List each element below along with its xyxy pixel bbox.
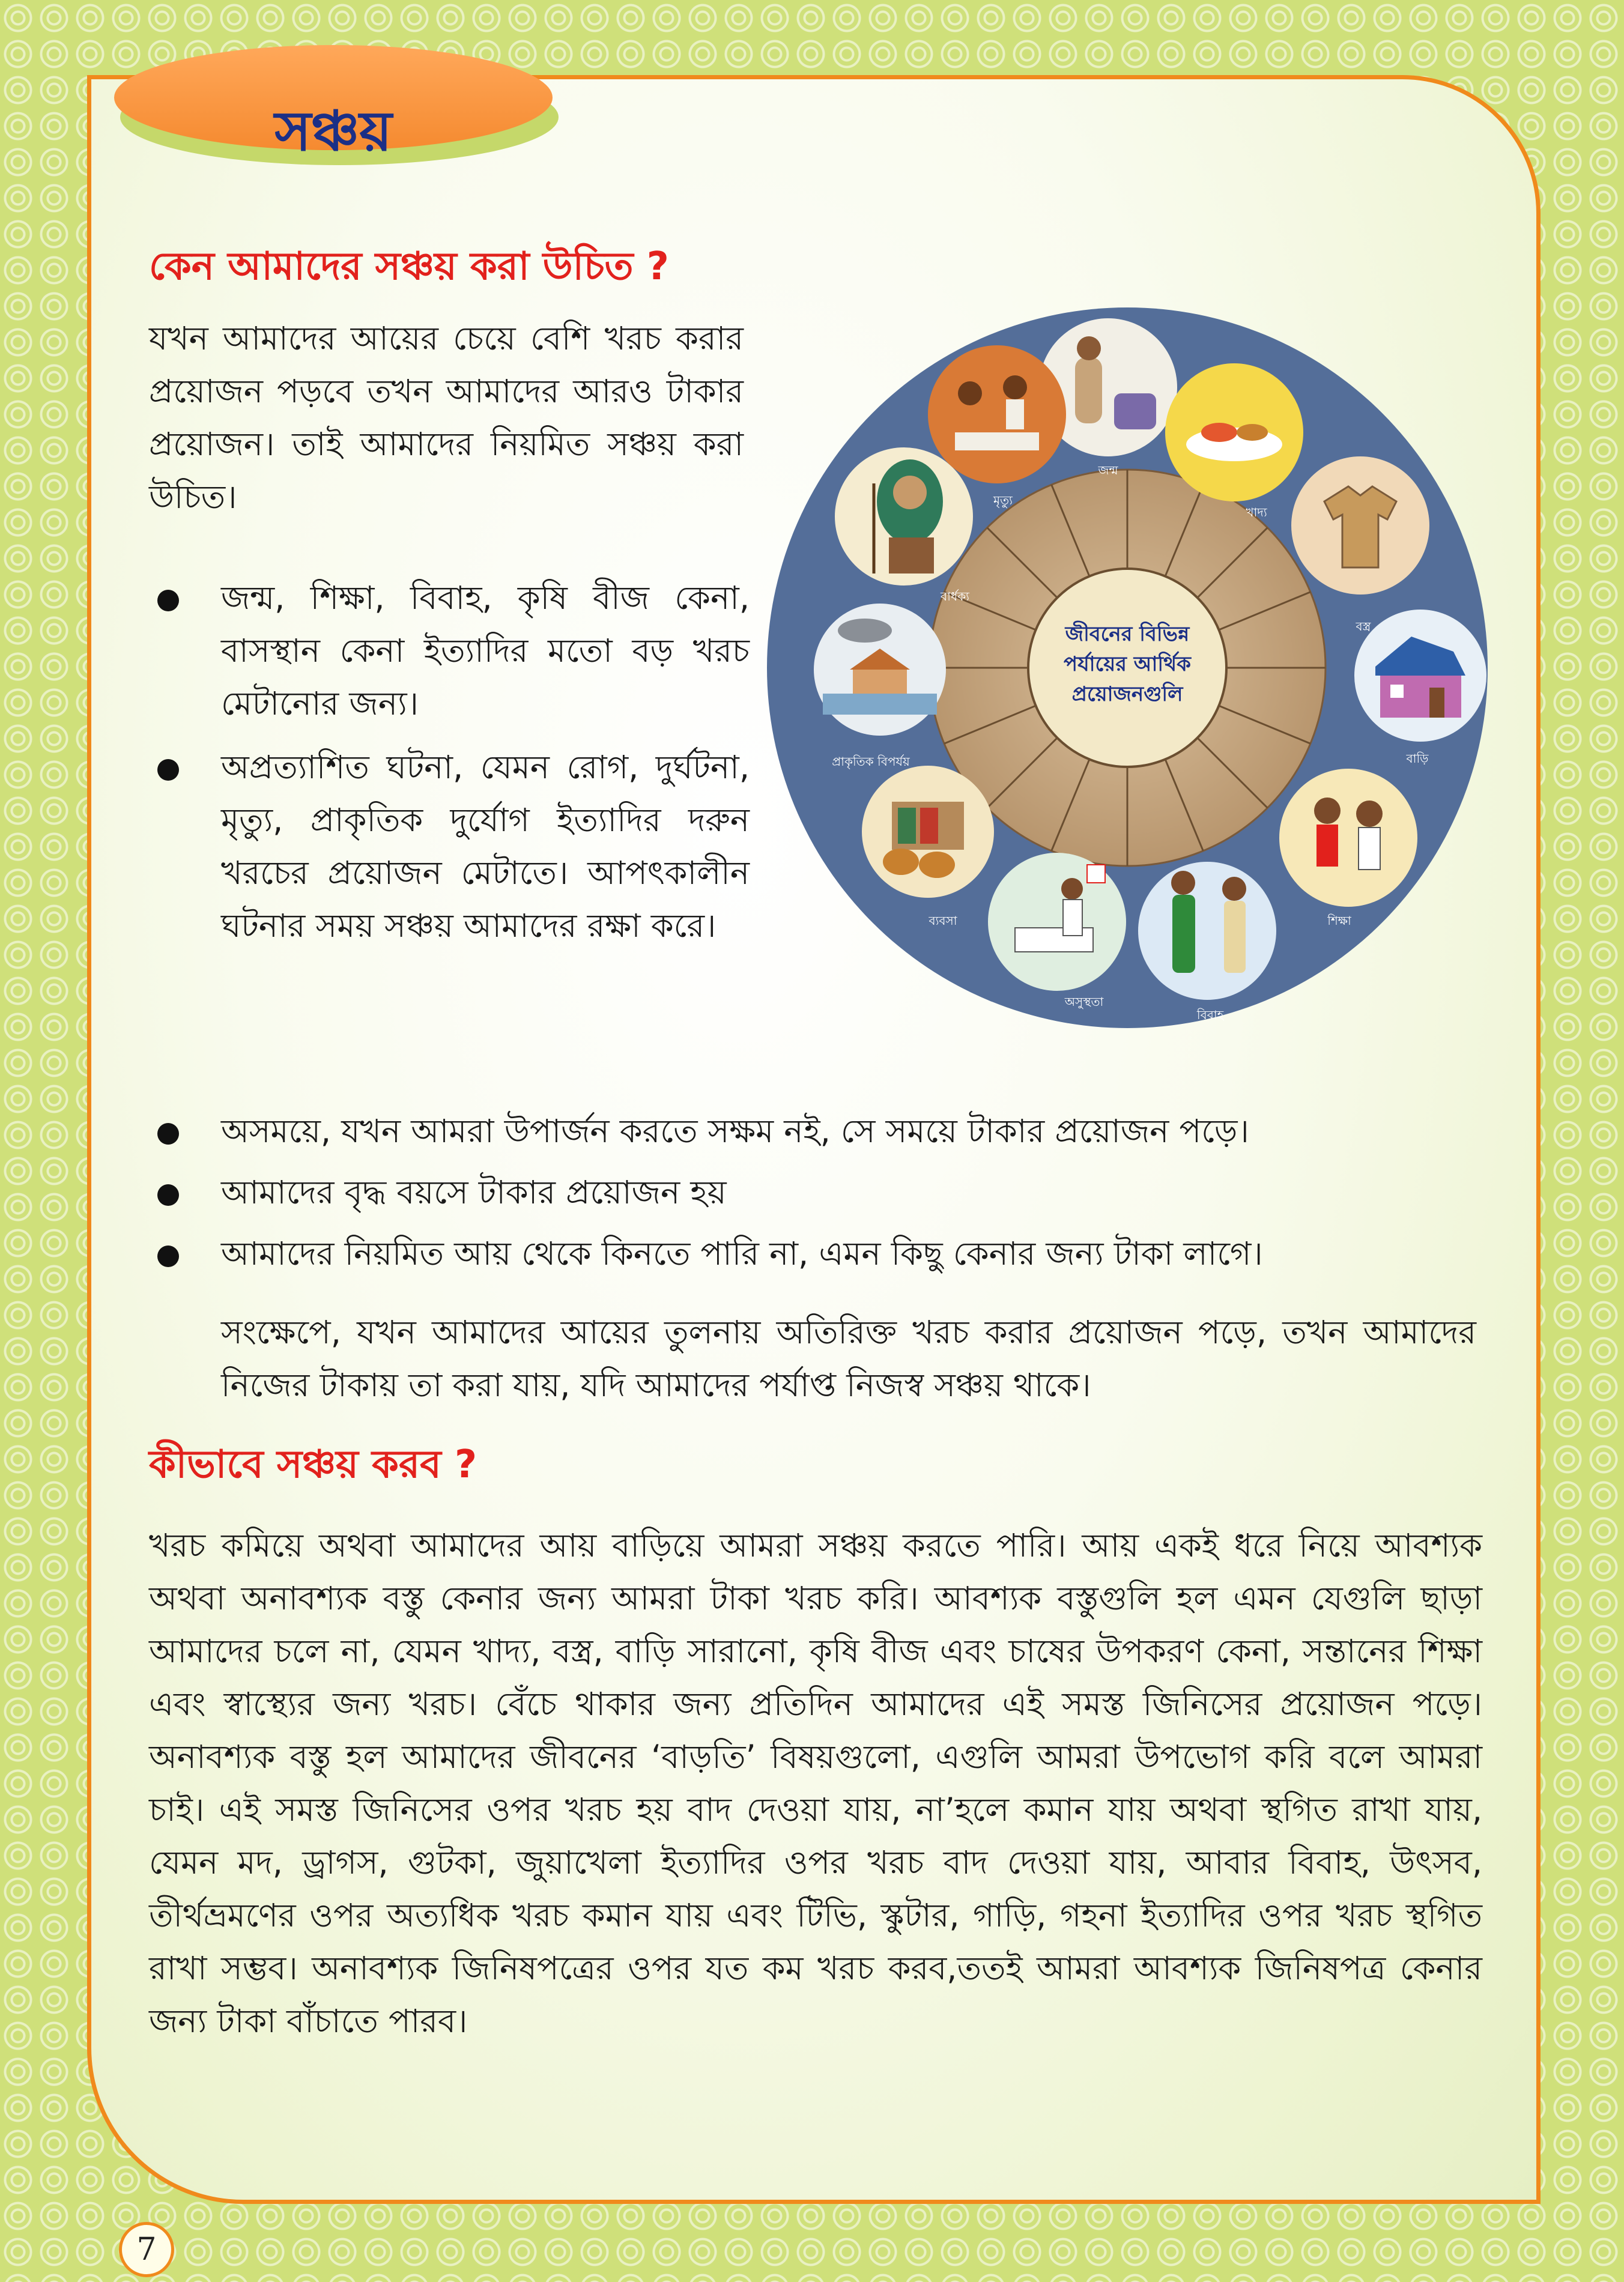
section-heading-how-save: কীভাবে সঞ্চয় করব ? bbox=[149, 1442, 477, 1487]
wheel-center-line-2: পর্যায়ের আর্থিক bbox=[1064, 652, 1191, 676]
bullet-item bbox=[149, 1105, 1494, 1158]
title-badge bbox=[114, 45, 559, 164]
wheel-center-line-1: জীবনের বিভিন্ন bbox=[1065, 622, 1190, 646]
segment-label: প্রাকৃতিক বিপর্যয় bbox=[832, 754, 910, 769]
wheel-center-line-3: প্রয়োজনগুলি bbox=[1071, 682, 1183, 706]
segment-label: বার্ধক্য bbox=[941, 589, 969, 604]
bullet-dot bbox=[157, 1245, 179, 1267]
bullet-dot bbox=[157, 1123, 179, 1145]
segment-label: বাড়ি bbox=[1406, 751, 1429, 766]
bullet-dot bbox=[157, 759, 179, 781]
life-needs-wheel bbox=[763, 303, 1492, 1033]
bullet-item bbox=[149, 1227, 1494, 1280]
bullet-text: আমাদের নিয়মিত আয় থেকে কিনতে পারি না, এমন কিছু কেনার জন্য টাকা লাগে। bbox=[221, 1235, 1263, 1273]
segment-label: বিবাহ bbox=[1196, 1008, 1224, 1022]
section-heading-why-save: কেন আমাদের সঞ্চয় করা উচিত ? bbox=[149, 244, 669, 289]
bullet-text: অপ্রত্যাশিত ঘটনা, যেমন রোগ, দুর্ঘটনা, মৃত্যু, প্রাকৃতিক দুর্যোগ ইত্যাদির দরুন খরচের প্রয়োজন মেটাতে। আপৎকালীন ঘটনার সময় সঞ্চয় আমাদের রক্ষা করে। bbox=[221, 748, 750, 945]
bullet-text: জন্ম, শিক্ষা, বিবাহ, কৃষি বীজ কেনা, বাসস্থান কেনা ইত্যাদির মতো বড় খরচ মেটানোর জন্য। bbox=[221, 579, 750, 722]
how-to-save-paragraph: খরচ কমিয়ে অথবা আমাদের আয় বাড়িয়ে আমরা সঞ্চয় করতে পারি। আয় একই ধরে নিয়ে আবশ্যক অথবা অনাবশ্যক বস্তু কেনার জন্য আমরা টাকা খরচ করি। আবশ্যক বস্তুগুলি হল এমন যেগুলি ছাড়া আমাদের চলে না, যেমন খাদ্য, বস্ত্র, বাড়ি সারানো, কৃষি বীজ এবং চাষের উপকরণ কেনা, সন্তানের শিক্ষা এবং স্বাস্থ্যের জন্য খরচ। বেঁচে থাকার জন্য প্রতিদিন আমাদের এই সমস্ত জিনিসের প্রয়োজন পড়ে। অনাবশ্যক বস্তু হল আমাদের জীবনের ‘বাড়তি’ বিষয়গুলো, এগুলি আমরা উপভোগ করি বলে আমরা চাই। এই সমস্ত জিনিসের ওপর খরচ হয় বাদ দেওয়া যায়, না’হলে কমান যায় অথবা স্থগিত রাখা যায়, যেমন মদ, ড্রাগস, গুটকা, জুয়াখেলা ইত্যাদির ওপর খরচ বাদ দেওয়া যায়, আবার বিবাহ, উৎসব, তীর্থভ্রমণের ওপর অত্যধিক খরচ কমান যায় এবং টিভি, স্কুটার, গাড়ি, গহনা ইত্যাদির ওপর খরচ স্থগিত রাখা সম্ভব। অনাবশ্যক জিনিষপত্রের ওপর যত কম খরচ করব,ততই আমরা আবশ্যক জিনিষপত্র কেনার জন্য টাকা বাঁচাতে পারব। bbox=[149, 1527, 1482, 2040]
bullet-item bbox=[149, 572, 750, 730]
segment-label: শিক্ষা bbox=[1327, 913, 1351, 928]
bullet-item bbox=[149, 741, 750, 952]
segment-label: মৃত্যু bbox=[993, 493, 1013, 507]
segment-label: জন্ম bbox=[1098, 463, 1118, 477]
bullet-list-top bbox=[149, 572, 750, 963]
bullet-text: অসময়ে, যখন আমরা উপার্জন করতে সক্ষম নই, সে সময়ে টাকার প্রয়োজন পড়ে। bbox=[221, 1112, 1249, 1150]
intro-paragraph: যখন আমাদের আয়ের চেয়ে বেশি খরচ করার প্রয়োজন পড়বে তখন আমাদের আরও টাকার প্রয়োজন। তাই আমাদের নিয়মিত সঞ্চয় করা উচিত। bbox=[149, 319, 744, 516]
bullet-dot bbox=[157, 590, 179, 611]
marriage-couple-icon bbox=[1138, 862, 1276, 1000]
segment-label: ব্যবসা bbox=[929, 913, 957, 928]
mourning-scene-icon bbox=[928, 345, 1066, 483]
segment-label: অসুস্থতা bbox=[1064, 994, 1104, 1009]
bullet-dot bbox=[157, 1184, 179, 1206]
page-number: 7 bbox=[119, 2222, 174, 2277]
page-title: সঞ্চয় bbox=[274, 99, 392, 164]
bullet-item bbox=[149, 1166, 1494, 1219]
school-children-icon bbox=[1279, 769, 1417, 907]
segment-label: বস্ত্র bbox=[1356, 619, 1371, 634]
summary-paragraph: সংক্ষেপে, যখন আমাদের আয়ের তুলনায় অতিরিক্ত খরচ করার প্রয়োজন পড়ে, তখন আমাদের নিজের টাকায় তা করা যায়, যদি আমাদের পর্যাপ্ত নিজস্ব সঞ্চয় থাকে। bbox=[221, 1313, 1476, 1404]
bullet-text: আমাদের বৃদ্ধ বয়সে টাকার প্রয়োজন হয় bbox=[221, 1173, 727, 1211]
segment-label: খাদ্য bbox=[1246, 505, 1267, 519]
bullet-list-bottom bbox=[149, 1105, 1494, 1289]
